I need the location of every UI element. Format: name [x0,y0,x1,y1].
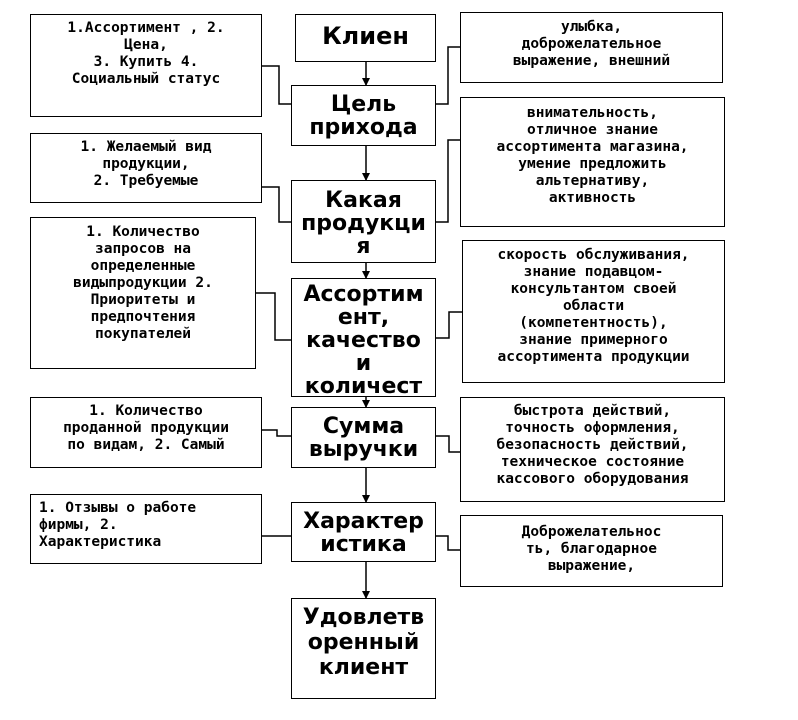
left-box-5-text: 1. Отзывы о работе фирмы, 2. Характеристика [39,500,197,550]
right-box-1-text: улыбка, доброжелательное выражение, внешний [512,19,671,69]
left-box-3-text: 1. Количество запросов на определенные видыпродукции 2. Приоритеты и предпочтения покупателей [73,224,213,342]
right-box-2-text: внимательность, отличное знание ассортимента магазина, умение предложить альтернативу, активность [496,105,689,206]
right-box-5-text: Доброжелательнос ть, благодарное выражение, [521,524,662,574]
center-box-visit-purpose-label: Цель прихода [309,92,418,140]
right-box-1 [460,12,723,83]
connector-r1 [436,47,460,104]
center-box-which-product-label: Какая продукци я [301,188,426,259]
connector-r5 [436,536,460,550]
center-box-assortment [291,278,436,397]
center-box-client-label: Клиен [322,22,409,50]
center-box-characteristic-label: Характер истика [303,509,424,557]
left-box-4-text: 1. Количество проданной продукции по видам, 2. Самый [63,403,229,453]
center-box-revenue-label: Сумма выручки [308,414,419,462]
connector-l4 [262,430,291,436]
left-box-3 [30,217,256,369]
connector-r2 [436,140,460,222]
center-box-characteristic [291,502,436,562]
center-box-revenue [291,407,436,468]
right-box-3 [462,240,725,383]
right-box-2 [460,97,725,227]
connector-l3 [256,293,291,340]
right-box-4-text: быстрота действий, точность оформления, безопасность действий, техническое состояние кассового оборудования [496,403,689,487]
left-box-1-text: 1.Ассортимент , 2. Цена, 3. Купить 4. Социальный статус [67,20,225,87]
center-box-assortment-label: Ассортим ент, качество и количест [303,282,424,397]
center-box-visit-purpose [291,85,436,146]
connector-l1 [262,66,291,104]
right-box-4 [460,397,725,502]
left-box-4 [30,397,262,468]
right-box-3-text: скорость обслуживания, знание подавцом- консультантом своей области (компетентность), знание примерного ассортимента продукции [497,247,690,365]
left-box-2 [30,133,262,203]
left-box-1 [30,14,262,117]
connector-r3 [436,312,462,338]
connector-r4 [436,436,460,452]
left-box-2-text: 1. Желаемый вид продукции, 2. Требуемые [80,139,212,189]
center-box-satisfied-client-label: Удовлетв оренный клиент [302,605,425,680]
center-box-which-product [291,180,436,263]
center-box-satisfied-client [291,598,436,699]
left-box-5 [30,494,262,564]
center-box-client [295,14,436,62]
right-box-5 [460,515,723,587]
connector-l2 [262,187,291,222]
